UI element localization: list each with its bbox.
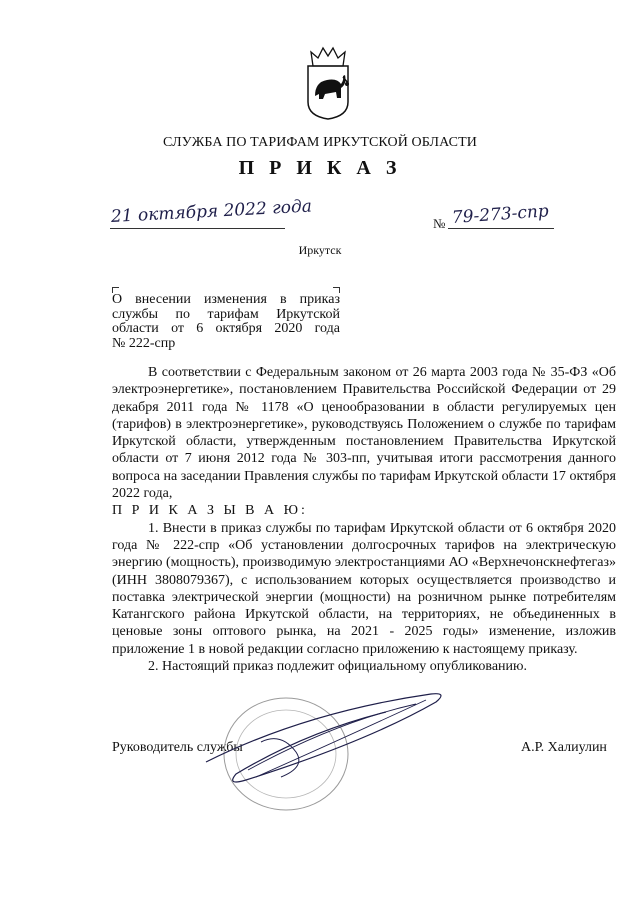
order-subject [112,293,340,351]
preamble-paragraph: В соответствии с Федеральным законом от 26 марта 2003 года № 35-ФЗ «Об электроэнергетике», постановлением Правительства Российской Федерации от 29 декабря 2011 года № 1178 «О ценообразовании в области регулируемых цен (тарифов) в электроэнергетике», руководствуясь Положением о службе по тарифам Иркутской области, утвержденным постановлением Правительства Иркутской области от 7 июня 2012 года № 303-пп, учитывая итоги рассмотрения данного вопроса на заседании Правления службы по тарифам Иркутской области 17 октября 2022 года, [112,365,616,502]
date-underline [110,228,285,229]
number-underline [448,228,554,229]
order-item: 2. Настоящий приказ подлежит официальному опубликованию. [148,659,527,675]
signatory-name: А.Р. Халиулин [521,740,607,755]
agency-name: СЛУЖБА ПО ТАРИФАМ ИРКУТСКОЙ ОБЛАСТИ [163,135,477,150]
subject-line: О внесении изменения в приказ [112,292,340,307]
subject-line: области от 6 октября 2020 года [112,321,340,336]
order-body [112,364,616,675]
subject-line: № 222-спр [112,335,176,351]
number-prefix: № [433,216,446,231]
coat-of-arms-emblem [303,42,353,120]
signature-and-stamp [186,682,456,812]
order-item: 1. Внести в приказ службы по тарифам Иркутской области от 6 октября 2020 года № 222-спр «Об установлении долгосрочных тарифов на электрическую энергию (мощность), производимую электростанциями АО «Верхнечонскнефтегаз» (ИНН 3808079367), с использованием которых осуществляется производство и поставка электрической энергии (мощности) на розничном рынке потребителям Катангского района Иркутской области, на территориях, не объединенных в ценовые зоны оптового рынка, на 2021 - 2025 годы» изменение, изложив приложение 1 в новой редакции согласно приложению к настоящему приказу. [112,520,616,657]
subject-line: службы по тарифам Иркутской [112,306,340,322]
handwritten-date: 21 октября 2022 года [110,196,313,227]
handwritten-order-number: 79-273-спр [451,201,550,228]
city-name: Иркутск [298,243,342,257]
orders-heading: П Р И К А З Ы В А Ю: [112,503,308,519]
signatory-role: Руководитель службы [112,740,243,755]
document-title: П Р И К А З [238,157,402,179]
